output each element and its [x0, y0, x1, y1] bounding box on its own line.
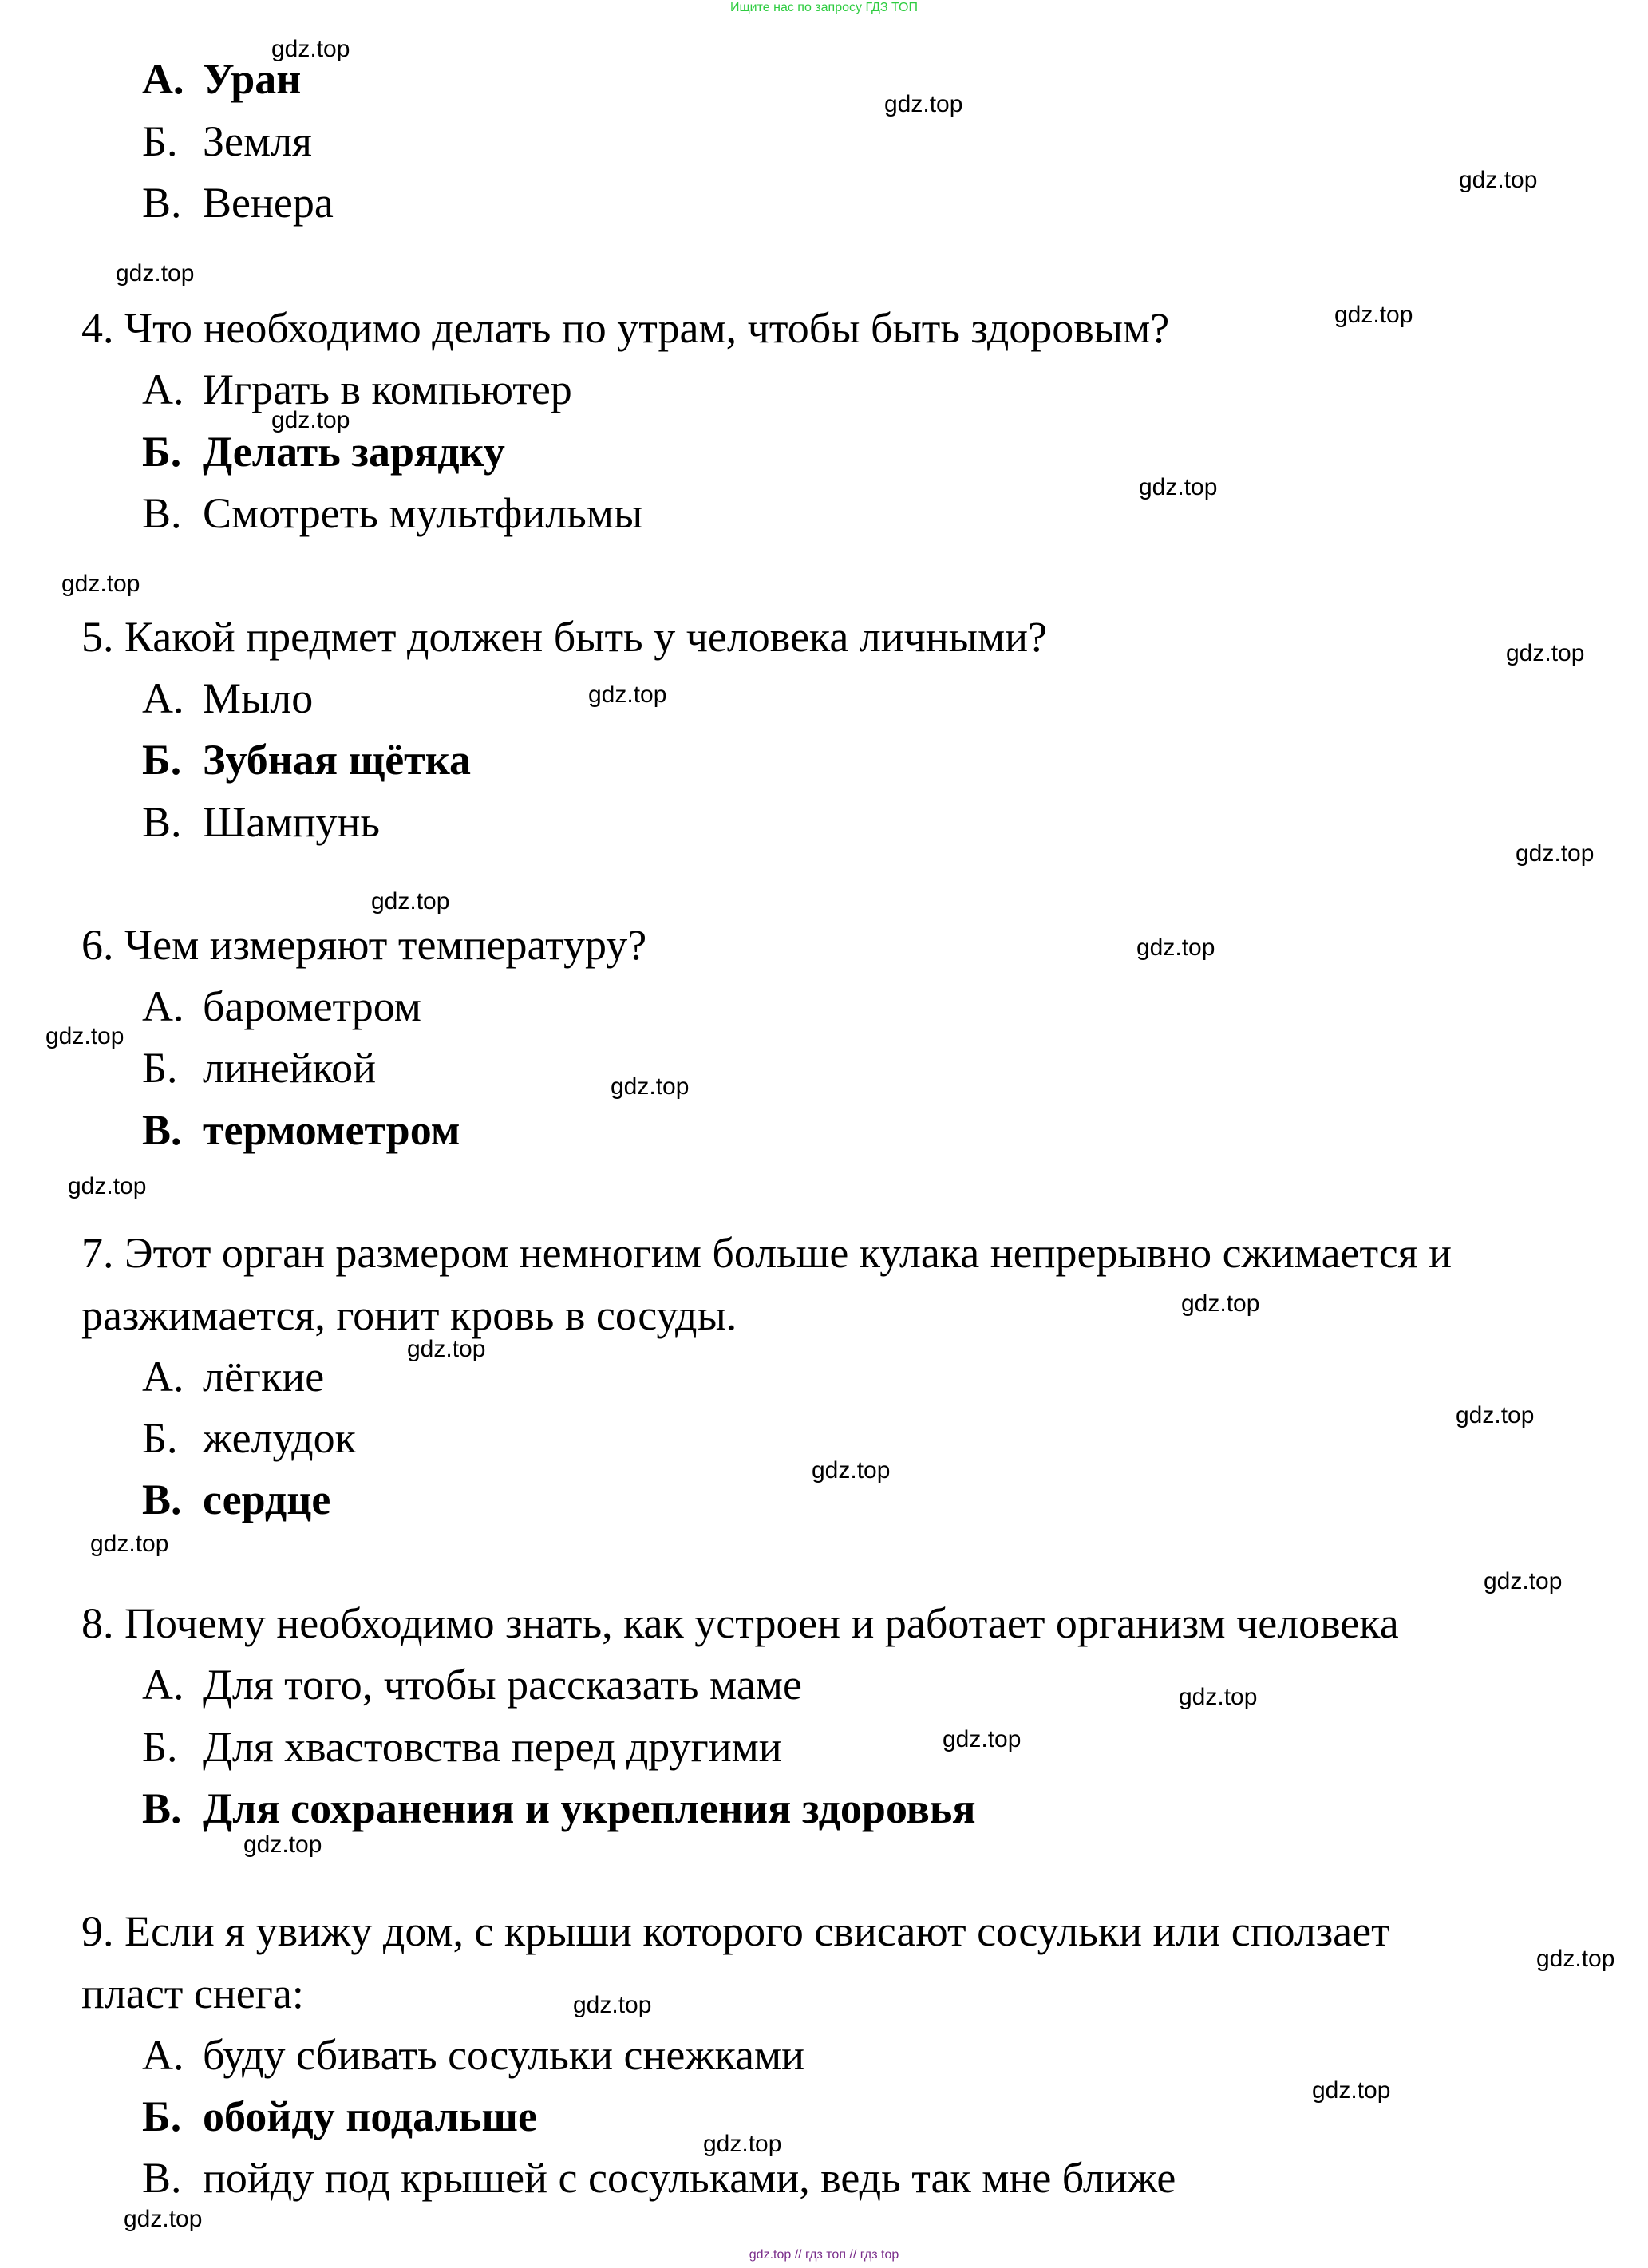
q7-option-a: А. лёгкие: [142, 1353, 325, 1401]
watermark: gdz.top: [271, 36, 350, 62]
watermark: gdz.top: [124, 2206, 203, 2232]
watermark: gdz.top: [611, 1073, 690, 1100]
q6-option-c: В. термометром: [142, 1106, 460, 1154]
header-banner: Ищите нас по запросу ГДЗ ТОП: [730, 1, 918, 14]
watermark: gdz.top: [943, 1726, 1022, 1752]
q8-option-c: В. Для сохранения и укрепления здоровья: [142, 1784, 976, 1832]
question-9-line-2: пласт снега:: [81, 1970, 304, 2017]
q7-option-c: В. сердце: [142, 1476, 331, 1523]
q5-option-a: А. Мыло: [142, 674, 314, 722]
watermark: gdz.top: [1506, 640, 1585, 666]
watermark: gdz.top: [1484, 1568, 1563, 1594]
prev-option-b: Б. Земля: [142, 117, 312, 165]
watermark: gdz.top: [573, 1992, 652, 2018]
q8-option-a: А. Для того, чтобы рассказать маме: [142, 1661, 802, 1709]
watermark: gdz.top: [1334, 302, 1413, 328]
watermark: gdz.top: [703, 2131, 782, 2157]
watermark: gdz.top: [1181, 1290, 1260, 1317]
watermark: gdz.top: [407, 1336, 486, 1362]
question-4: 4. Что необходимо делать по утрам, чтобы быть здоровым?: [81, 304, 1170, 352]
q5-option-b: Б. Зубная щётка: [142, 736, 471, 784]
question-7-line-1: 7. Этот орган размером немногим больше кулака непрерывно сжимается и: [81, 1229, 1452, 1277]
q5-option-c: В. Шампунь: [142, 798, 381, 846]
watermark: gdz.top: [884, 91, 963, 117]
watermark: gdz.top: [45, 1023, 124, 1049]
watermark: gdz.top: [243, 1831, 322, 1858]
watermark: gdz.top: [1459, 167, 1538, 193]
footer-banner: gdz.top // гдз топ // гдз top: [749, 2248, 899, 2262]
watermark: gdz.top: [1312, 2077, 1391, 2104]
question-6: 6. Чем измеряют температуру?: [81, 921, 647, 969]
watermark: gdz.top: [1456, 1402, 1535, 1428]
question-7-line-2: разжимается, гонит кровь в сосуды.: [81, 1291, 737, 1339]
watermark: gdz.top: [812, 1457, 891, 1484]
watermark: gdz.top: [68, 1173, 147, 1199]
watermark: gdz.top: [271, 407, 350, 433]
watermark: gdz.top: [116, 260, 195, 286]
watermark: gdz.top: [90, 1531, 169, 1557]
q9-option-a: А. буду сбивать сосульки снежками: [142, 2031, 805, 2079]
watermark: gdz.top: [1516, 840, 1595, 867]
watermark: gdz.top: [1536, 1946, 1615, 1972]
watermark: gdz.top: [1136, 934, 1215, 961]
q6-option-a: А. барометром: [142, 982, 421, 1030]
prev-option-c: В. Венера: [142, 179, 334, 227]
question-9-line-1: 9. Если я увижу дом, с крыши которого свисают сосульки или сползает: [81, 1907, 1390, 1955]
question-8: 8. Почему необходимо знать, как устроен и работает организм человека: [81, 1599, 1399, 1647]
q7-option-b: Б. желудок: [142, 1414, 356, 1462]
watermark: gdz.top: [61, 571, 140, 597]
q4-option-c: В. Смотреть мультфильмы: [142, 489, 643, 537]
q4-option-a: А. Играть в компьютер: [142, 365, 572, 413]
watermark: gdz.top: [588, 682, 667, 708]
q9-option-c: В. пойду под крышей с сосульками, ведь так мне ближе: [142, 2154, 1176, 2202]
q9-option-b: Б. обойду подальше: [142, 2092, 537, 2140]
q4-option-b: Б. Делать зарядку: [142, 428, 505, 476]
watermark: gdz.top: [1139, 474, 1218, 500]
watermark: gdz.top: [1179, 1684, 1258, 1710]
prev-option-a: А. Уран: [142, 55, 302, 103]
q8-option-b: Б. Для хвастовства перед другими: [142, 1723, 782, 1771]
q6-option-b: Б. линейкой: [142, 1044, 377, 1092]
question-5: 5. Какой предмет должен быть у человека личными?: [81, 613, 1048, 661]
watermark: gdz.top: [371, 888, 450, 915]
